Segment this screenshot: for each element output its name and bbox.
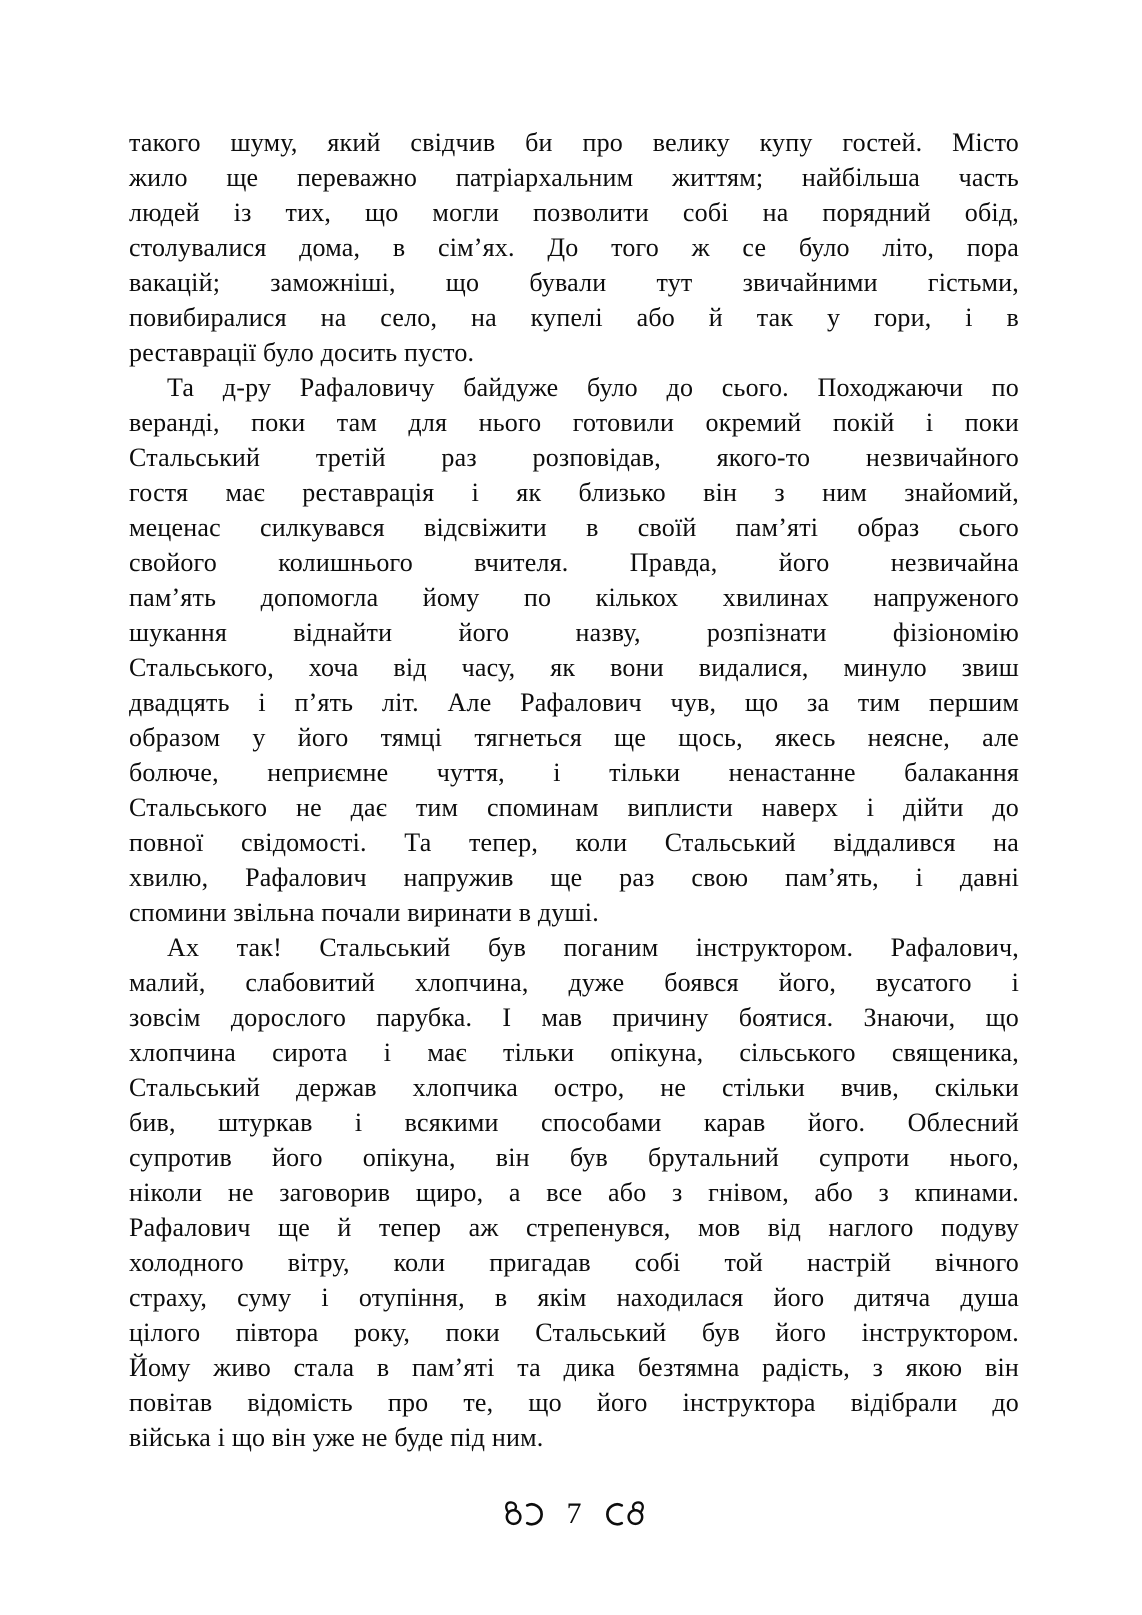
paragraph [129,930,1019,1455]
text-line: холодного вітру, коли пригадав собі той настрій вічного [129,1248,1019,1277]
text-line: такого шуму, який свідчив би про велику купу гостей. Місто [129,128,1019,157]
text-line: хвилю, Рафалович напружив ще раз свою пам’ять, і давні [129,863,1019,892]
text-line: повної свідомості. Та тепер, коли Стальський віддалився на [129,828,1019,857]
text-line: свойого колишнього вчителя. Правда, його незвичайна [129,548,1019,577]
text-line: зовсім дорослого парубка. І мав причину боятися. Знаючи, що [129,1003,1019,1032]
text-line: Стальський держав хлопчика остро, не стільки вчив, скільки [129,1073,1019,1102]
text-line: війська і що він уже не буде під ним. [129,1423,544,1452]
text-line: спомини звільна почали виринати в душі. [129,898,599,927]
text-line: вакацій; заможніші, що бували тут звичайними гістьми, [129,268,1019,297]
text-line: Йому живо стала в пам’яті та дика безтямна радість, з якою він [129,1353,1019,1382]
text-line: повибиралися на село, на купелі або й так у гори, і в [129,303,1019,332]
text-line: болюче, неприємне чуття, і тільки ненастанне балакання [129,758,1019,787]
text-line: образом у його тямці тягнеться ще щось, якесь неясне, але [129,723,1019,752]
text-line: пам’ять допомогла йому по кількох хвилинах напруженого [129,583,1019,612]
text-line: ніколи не заговорив щиро, а все або з гнівом, або з кпинами. [129,1178,1019,1207]
fleuron-right-icon [606,1500,648,1528]
text-line: Стальський третій раз розповідав, якого-то незвичайного [129,443,1019,472]
text-line: Рафалович ще й тепер аж стрепенувся, мов від наглого подуву [129,1213,1019,1242]
text-line: людей із тих, що могли позволити собі на порядний обід, [129,198,1019,227]
text-line: столувалися дома, в сім’ях. До того ж се було літо, пора [129,233,1019,262]
text-line: шукання віднайти його назву, розпізнати фізіономію [129,618,1019,647]
text-line: двадцять і п’ять літ. Але Рафалович чув, що за тим першим [129,688,1019,717]
text-line: Стальського не дає тим споминам виплисти наверх і дійти до [129,793,1019,822]
text-line: Ах так! Стальський був поганим інструктором. Рафалович, [167,933,1019,962]
paragraph [129,125,1019,370]
text-line: реставрації було досить пусто. [129,338,475,367]
paragraph [129,370,1019,930]
fleuron-left-icon [501,1500,543,1528]
text-line: веранді, поки там для нього готовили окремий покій і поки [129,408,1019,437]
text-line: Стальського, хоча від часу, як вони видалися, минуло звиш [129,653,1019,682]
text-line: Та д-ру Рафаловичу байдуже було до сього. Походжаючи по [167,373,1019,402]
page-footer [129,1495,1019,1533]
text-line: гостя має реставрація і як близько він з ним знайомий, [129,478,1019,507]
text-block [129,125,1019,1455]
text-line: меценас силкувався відсвіжити в своїй пам’яті образ сього [129,513,1019,542]
text-line: страху, суму і отупіння, в якім находилася його дитяча душа [129,1283,1019,1312]
text-line: супротив його опікуна, він був брутальний супроти нього, [129,1143,1019,1172]
text-line: малий, слабовитий хлопчина, дуже боявся його, вусатого і [129,968,1019,997]
text-line: жило ще переважно патріархальним життям; найбільша часть [129,163,1019,192]
page-number: 7 [566,1497,582,1530]
text-line: хлопчина сирота і має тільки опікуна, сільського священика, [129,1038,1019,1067]
text-line: повітав відомість про те, що його інструктора відібрали до [129,1388,1019,1417]
text-line: бив, штуркав і всякими способами карав його. Облесний [129,1108,1019,1137]
text-line: цілого півтора року, поки Стальський був його інструктором. [129,1318,1019,1347]
